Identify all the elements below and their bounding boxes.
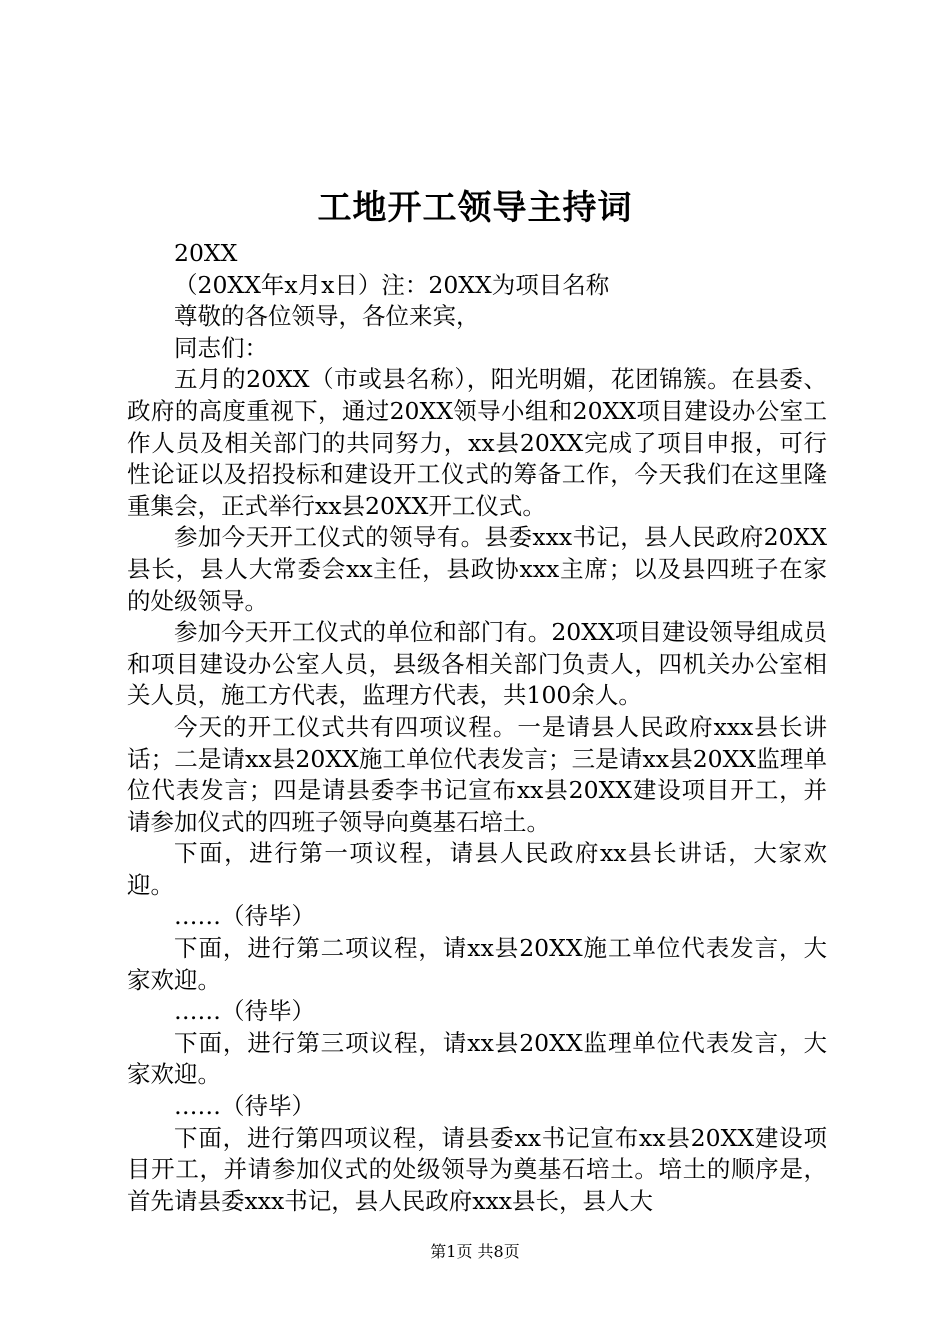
document-title: 工地开工领导主持词 bbox=[317, 188, 633, 228]
agenda-paragraph: 今天的开工仪式共有四项议程。一是请县人民政府xxx县长讲话；二是请xx县20XX施工单位代表发言；三是请xx县20XX监理单位代表发言；四是请县委李书记宣布xx县20XX建设项目开工，并请参加仪式的四班子领导向奠基石培土。 bbox=[127, 712, 827, 836]
pause-line-3: ……（待毕） bbox=[174, 1092, 315, 1121]
comrades-line: 同志们： bbox=[174, 333, 268, 362]
page-footer: 第1页 共8页 bbox=[430, 1242, 520, 1261]
leaders-paragraph: 参加今天开工仪式的领导有。县委xxx书记，县人民政府20XX县长，县人大常委会xx主任，县政协xxx主席；以及县四班子在家的处级领导。 bbox=[127, 523, 827, 615]
opening-paragraph: 五月的20XX（市或县名称），阳光明媚，花团锦簇。在县委、政府的高度重视下，通过20XX领导小组和20XX项目建设办公室工作人员及相关部门的共同努力，xx县20XX完成了项目申报，可行性论证以及招投标和建设开工仪式的筹备工作，今天我们在这里隆重集会，正式举行xx县20XX开工仪式。 bbox=[127, 365, 827, 520]
date-note-line: （20XX年x月x日）注：20XX为项目名称 bbox=[174, 270, 610, 299]
agenda-item-2: 下面，进行第二项议程，请xx县20XX施工单位代表发言，大家欢迎。 bbox=[127, 934, 827, 994]
pause-line-2: ……（待毕） bbox=[174, 997, 315, 1026]
agenda-item-4: 下面，进行第四项议程，请县委xx书记宣布xx县20XX建设项目开工，并请参加仪式的处级领导为奠基石培土。培土的顺序是，首先请县委xxx书记，县人民政府xxx县长，县人大 bbox=[127, 1123, 827, 1215]
agenda-item-1: 下面，进行第一项议程，请县人民政府xx县长讲话，大家欢迎。 bbox=[127, 839, 827, 899]
document-body bbox=[127, 238, 827, 1217]
agenda-item-3: 下面，进行第三项议程，请xx县20XX监理单位代表发言，大家欢迎。 bbox=[127, 1028, 827, 1089]
pause-line-1: ……（待毕） bbox=[174, 902, 315, 931]
salutation-line: 尊敬的各位领导，各位来宾， bbox=[174, 302, 480, 331]
project-name-line: 20XX bbox=[174, 239, 238, 267]
units-paragraph: 参加今天开工仪式的单位和部门有。20XX项目建设领导组成员和项目建设办公室人员，县级各相关部门负责人，四机关办公室相关人员，施工方代表，监理方代表，共100余人。 bbox=[127, 618, 827, 710]
